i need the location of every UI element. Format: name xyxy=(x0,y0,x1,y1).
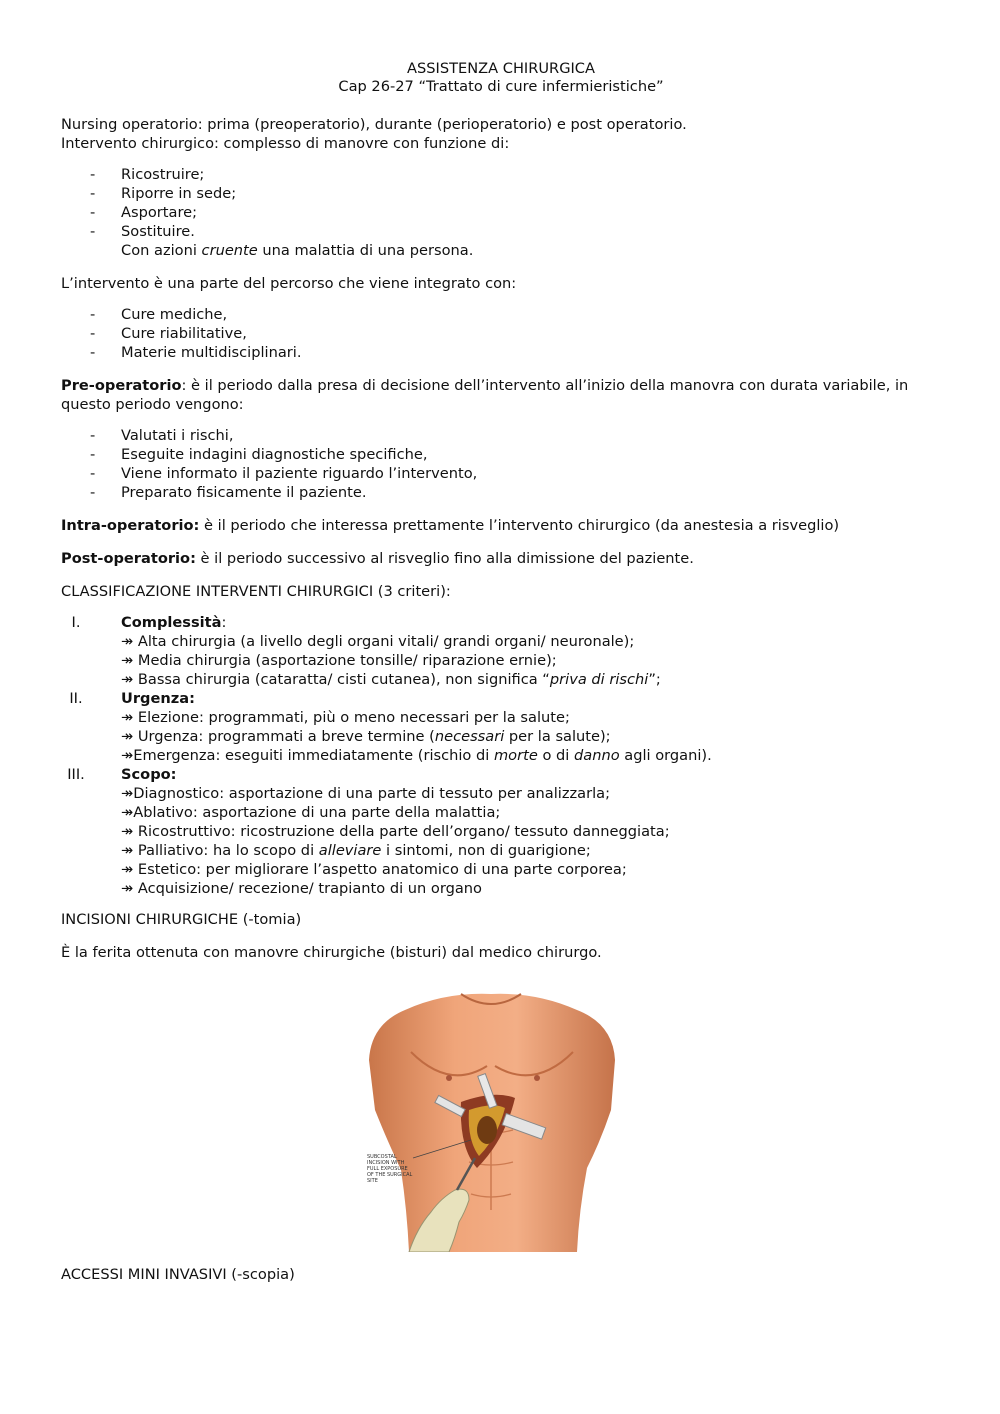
intro-line-2: Intervento chirurgico: complesso di manovre con funzione di: xyxy=(61,135,510,152)
roman-numeral: II. xyxy=(69,690,83,707)
list-item: ↠ Acquisizione/ recezione/ trapianto di un organo xyxy=(121,880,482,897)
intraop-paragraph: Intra-operatorio: è il periodo che interessa prettamente l’intervento chirurgico (da anestesia a risveglio) xyxy=(61,517,840,534)
list-item: - Preparato fisicamente il paziente. xyxy=(90,484,367,501)
incisions-heading: INCISIONI CHIRURGICHE (-tomia) xyxy=(61,911,302,928)
dash-bullet: - xyxy=(90,306,96,323)
dash-bullet: - xyxy=(90,166,96,183)
list-item: ↠Ablativo: asportazione di una parte della malattia; xyxy=(121,804,501,821)
integration-text: L’intervento è una parte del percorso che viene integrato con: xyxy=(61,275,517,292)
list-item: ↠Emergenza: eseguiti immediatamente (rischio di morte o di danno agli organi). xyxy=(121,747,712,764)
roman-numeral: III. xyxy=(67,766,85,783)
intro-line-1: Nursing operatorio: prima (preoperatorio), durante (perioperatorio) e post operatorio. xyxy=(61,116,687,133)
dash-bullet: - xyxy=(90,223,96,240)
list-item: ↠ Media chirurgia (asportazione tonsille/ riparazione ernie); xyxy=(121,652,557,669)
list-item: - Ricostruire; xyxy=(90,166,205,183)
list-item: - Sostituire. xyxy=(90,223,195,240)
classification-complessita: I. Complessità: ↠ Alta chirurgia (a livello degli organi vitali/ grandi organi/ neuronale); ↠ Media chirurgia (asportazione tonsille/ riparazione ernie); ↠ Bassa chirurgia (cataratta/ cisti cutanea), non significa “priva di rischi”; xyxy=(61,613,941,689)
preop-list xyxy=(61,426,941,502)
dash-bullet: - xyxy=(90,465,96,482)
caption-line: SITE xyxy=(367,1178,378,1184)
caption-line: SUBCOSTAL xyxy=(367,1154,397,1160)
list-item: - Viene informato il paziente riguardo l’intervento, xyxy=(90,465,478,482)
list-item: - Riporre in sede; xyxy=(90,185,237,202)
dash-bullet: - xyxy=(90,204,96,221)
dash-bullet: - xyxy=(90,484,96,501)
functions-list xyxy=(61,165,941,241)
postop-label: Post-operatorio: xyxy=(61,550,196,567)
postop-paragraph: Post-operatorio: è il periodo successivo al risveglio fino alla dimissione del paziente. xyxy=(61,550,694,567)
list-item: - Eseguite indagini diagnostiche specifiche, xyxy=(90,446,428,463)
document-page xyxy=(61,60,941,962)
dash-bullet: - xyxy=(90,325,96,342)
list-item: - Cure riabilitative, xyxy=(90,325,247,342)
document-title: ASSISTENZA CHIRURGICA xyxy=(407,60,595,77)
classification-list xyxy=(61,613,941,898)
list-item: - Cure mediche, xyxy=(90,306,228,323)
list-item: ↠ Bassa chirurgia (cataratta/ cisti cutanea), non significa “priva di rischi”; xyxy=(121,671,661,688)
dash-bullet: - xyxy=(90,344,96,361)
classification-urgenza: II. Urgenza: ↠ Elezione: programmati, più o meno necessari per la salute; ↠ Urgenza: programmati a breve termine (necessari per la salute); ↠Emergenza: eseguiti immediatamente (rischio di morte o di danno agli organi). xyxy=(61,689,941,765)
dash-bullet: - xyxy=(90,185,96,202)
caption-line: FULL EXPOSURE xyxy=(367,1166,408,1172)
subcostal-incision-illustration xyxy=(365,990,617,1252)
preop-label: Pre-operatorio xyxy=(61,377,182,394)
list-item: ↠ Alta chirurgia (a livello degli organi vitali/ grandi organi/ neuronale); xyxy=(121,633,635,650)
intraop-label: Intra-operatorio: xyxy=(61,517,200,534)
mini-invasive-heading: ACCESSI MINI INVASIVI (-scopia) xyxy=(61,1266,295,1283)
list-item: ↠ Palliativo: ha lo scopo di alleviare i sintomi, non di guarigione; xyxy=(121,842,591,859)
caption-line: OF THE SURGICAL xyxy=(367,1172,413,1178)
torso-illustration xyxy=(365,990,617,1252)
list-item: ↠ Urgenza: programmati a breve termine (necessari per la salute); xyxy=(121,728,611,745)
list-item: ↠ Estetico: per migliorare l’aspetto anatomico di una parte corporea; xyxy=(121,861,627,878)
list-item: - Valutati i rischi, xyxy=(90,427,234,444)
classification-heading: CLASSIFICAZIONE INTERVENTI CHIRURGICI (3 criteri): xyxy=(61,583,451,600)
functions-continuation: Con azioni cruente una malattia di una persona. xyxy=(121,242,474,259)
document-subtitle: Cap 26-27 “Trattato di cure infermieristiche” xyxy=(338,78,664,95)
list-item: ↠Diagnostico: asportazione di una parte di tessuto per analizzarla; xyxy=(121,785,610,802)
incisions-text: È la ferita ottenuta con manovre chirurgiche (bisturi) dal medico chirurgo. xyxy=(61,944,602,961)
list-item: ↠ Elezione: programmati, più o meno necessari per la salute; xyxy=(121,709,570,726)
integration-list xyxy=(61,305,941,362)
dash-bullet: - xyxy=(90,427,96,444)
roman-numeral: I. xyxy=(71,614,81,631)
dash-bullet: - xyxy=(90,446,96,463)
preop-paragraph: Pre-operatorio: è il periodo dalla presa di decisione dell’intervento all’inizio della manovra con durata variabile, in questo periodo vengono: xyxy=(61,377,909,413)
classification-scopo: III. Scopo: ↠Diagnostico: asportazione di una parte di tessuto per analizzarla; ↠Ablativo: asportazione di una parte della malattia; ↠ Ricostruttivo: ricostruzione della parte dell’organo/ tessuto danneggiata; ↠ Palliativo: ha lo scopo di alleviare i sintomi, non di guarigione; ↠ Estetico: per migliorare l’aspetto anatomico di una parte corporea; ↠ Acquisizione/ recezione/ trapianto di un organo xyxy=(61,765,941,898)
caption-line: INCISION WITH xyxy=(367,1160,405,1166)
list-item: ↠ Ricostruttivo: ricostruzione della parte dell’organo/ tessuto danneggiata; xyxy=(121,823,670,840)
list-item: - Asportare; xyxy=(90,204,198,221)
list-item: - Materie multidisciplinari. xyxy=(90,344,302,361)
